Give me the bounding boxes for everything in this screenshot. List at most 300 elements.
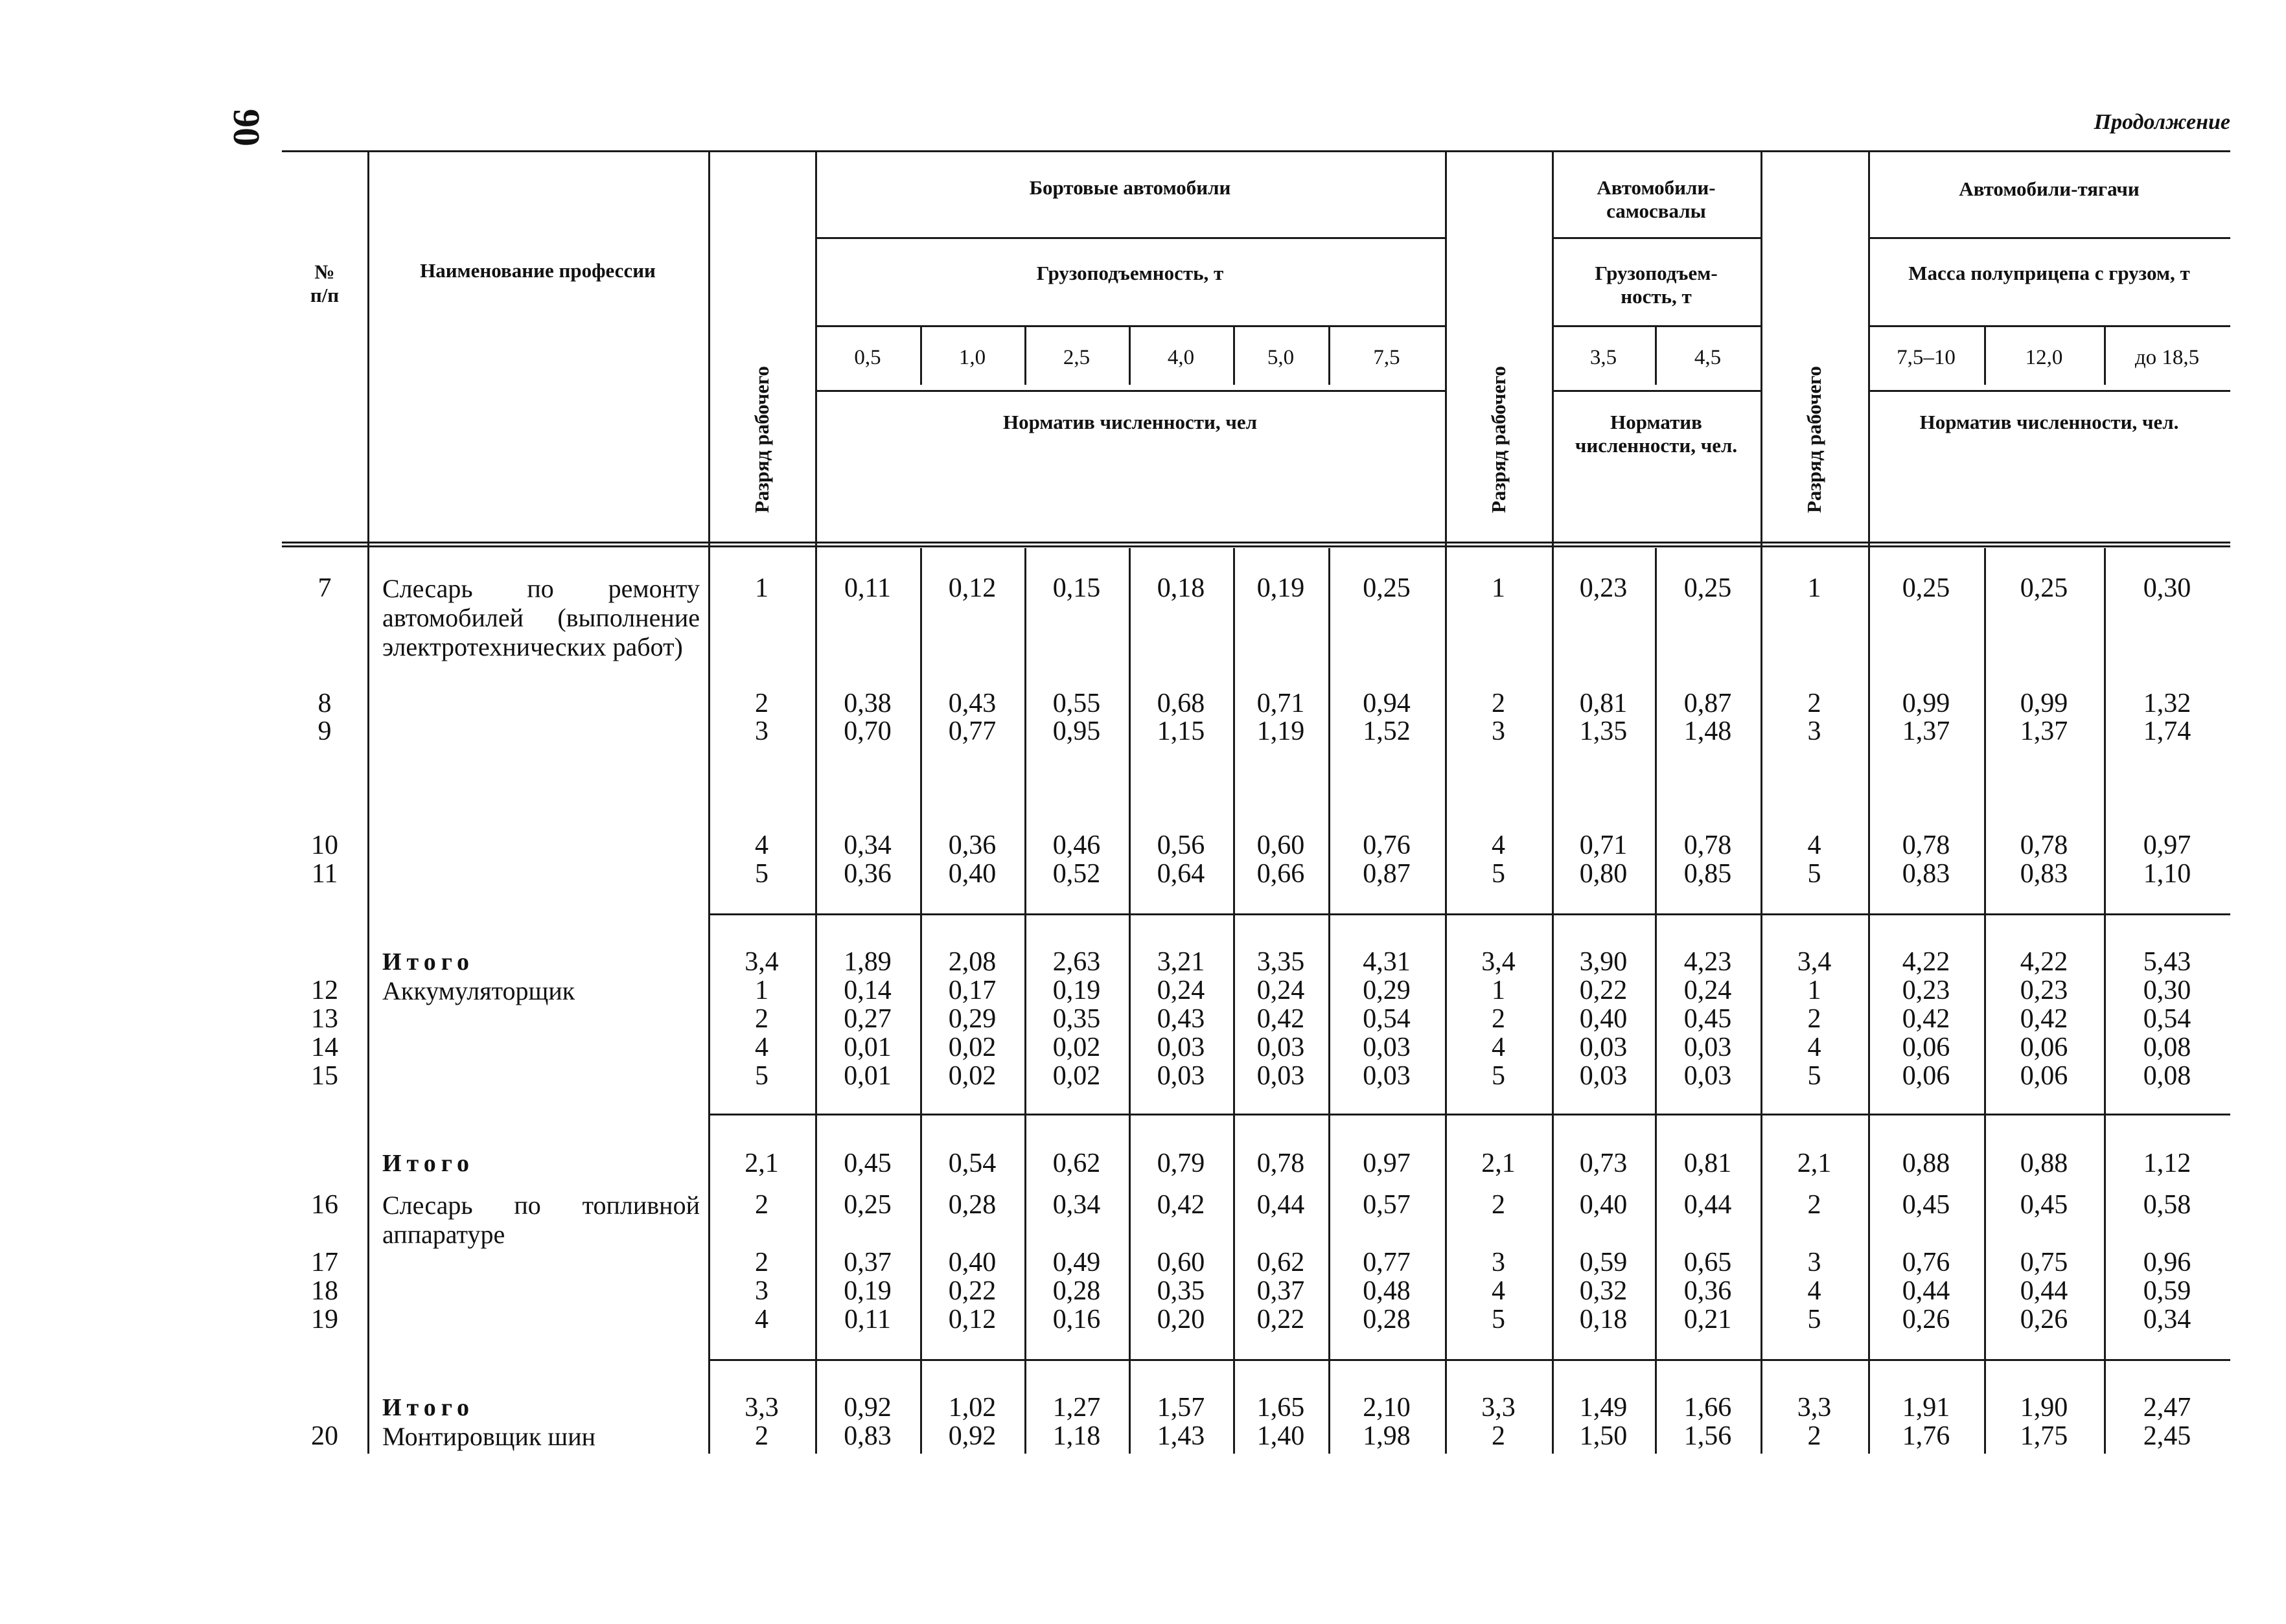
value-cell: 0,25 — [1683, 573, 1732, 603]
value-cell: 1,19 — [1256, 716, 1305, 746]
value-cell: 0,26 — [1902, 1305, 1950, 1334]
value-cell: 0,28 — [948, 1190, 997, 1220]
value-cell: 0,77 — [1363, 1248, 1411, 1277]
value-cell: 0,40 — [948, 1248, 997, 1277]
grade-cell: 2,1 — [745, 1149, 779, 1178]
value-cell: 0,22 — [948, 1276, 997, 1306]
grade-cell: 3 — [1492, 716, 1505, 746]
value-cell: 0,24 — [1683, 976, 1732, 1005]
value-cell: 0,97 — [2143, 830, 2191, 860]
value-cell: 0,64 — [1157, 859, 1205, 889]
grade-cell: 2 — [755, 1004, 768, 1034]
grade-cell: 1 — [1807, 573, 1821, 603]
value-cell: 0,65 — [1683, 1248, 1732, 1277]
value-cell: 0,97 — [1363, 1149, 1411, 1178]
value-cell: 0,22 — [1579, 976, 1628, 1005]
grade-cell: 4 — [755, 1305, 768, 1334]
value-cell: 1,02 — [948, 1393, 997, 1423]
value-cell: 1,65 — [1256, 1393, 1305, 1423]
value-cell: 0,38 — [844, 689, 892, 718]
value-cell: 0,25 — [2020, 573, 2068, 603]
value-cell: 0,99 — [1902, 689, 1950, 718]
value-cell: 1,66 — [1683, 1393, 1732, 1423]
value-cell: 0,56 — [1157, 830, 1205, 860]
value-cell: 0,11 — [844, 1305, 891, 1334]
grade-cell: 3,4 — [1481, 947, 1516, 977]
value-cell: 0,01 — [844, 1061, 892, 1091]
grade-cell: 4 — [755, 830, 768, 860]
value-cell: 0,03 — [1363, 1061, 1411, 1091]
value-cell: 0,73 — [1579, 1149, 1628, 1178]
value-cell: 0,66 — [1256, 859, 1305, 889]
grade-cell: 4 — [1492, 830, 1505, 860]
row-number: 17 — [311, 1248, 338, 1277]
value-cell: 0,70 — [844, 716, 892, 746]
value-cell: 0,36 — [948, 830, 997, 860]
grade-cell: 3 — [1807, 1248, 1821, 1277]
value-cell: 4,31 — [1363, 947, 1411, 977]
value-cell: 0,37 — [844, 1248, 892, 1277]
value-cell: 1,43 — [1157, 1421, 1205, 1451]
value-cell: 0,25 — [844, 1190, 892, 1220]
value-cell: 0,54 — [2143, 1004, 2191, 1034]
grade-cell: 2 — [755, 1421, 768, 1451]
value-cell: 0,27 — [844, 1004, 892, 1034]
capacity-header: 4,0 — [1167, 346, 1195, 369]
grade-cell: 2 — [755, 689, 768, 718]
value-cell: 0,57 — [1363, 1190, 1411, 1220]
value-cell: 0,88 — [1902, 1149, 1950, 1178]
value-cell: 0,29 — [1363, 976, 1411, 1005]
grade-cell: 3 — [1807, 716, 1821, 746]
grade-cell: 4 — [1807, 1276, 1821, 1306]
value-cell: 0,52 — [1052, 859, 1101, 889]
grade-header-3: Разряд рабочего — [1803, 366, 1825, 513]
value-cell: 0,03 — [1579, 1061, 1628, 1091]
value-cell: 1,50 — [1579, 1421, 1628, 1451]
grade-cell: 2 — [1492, 1004, 1505, 1034]
value-cell: 0,54 — [1363, 1004, 1411, 1034]
page-number: 90 — [225, 109, 268, 146]
value-cell: 0,23 — [1902, 976, 1950, 1005]
value-cell: 5,43 — [2143, 947, 2191, 977]
value-cell: 2,10 — [1363, 1393, 1411, 1423]
value-cell: 0,03 — [1683, 1061, 1732, 1091]
table-top-rule — [282, 150, 2230, 152]
value-cell: 0,43 — [1157, 1004, 1205, 1034]
group-rule — [815, 390, 1445, 392]
value-cell: 0,44 — [1683, 1190, 1732, 1220]
value-cell: 0,34 — [1052, 1190, 1101, 1220]
section-rule — [708, 1359, 2230, 1361]
group-title-1: Бортовые автомобили — [1029, 176, 1231, 199]
value-cell: 2,63 — [1052, 947, 1101, 977]
value-cell: 0,55 — [1052, 689, 1101, 718]
value-cell: 1,98 — [1363, 1421, 1411, 1451]
value-cell: 1,74 — [2143, 716, 2191, 746]
profession-name: Слесарь по ремонту автомобилей (выполнение электротехнических работ) — [382, 574, 700, 661]
value-cell: 0,02 — [1052, 1061, 1101, 1091]
value-cell: 0,03 — [1157, 1033, 1205, 1062]
value-cell: 0,22 — [1256, 1305, 1305, 1334]
value-cell: 1,27 — [1052, 1393, 1101, 1423]
value-cell: 0,83 — [1902, 859, 1950, 889]
grade-cell: 2 — [755, 1190, 768, 1220]
value-cell: 0,03 — [1363, 1033, 1411, 1062]
capacity-header: 5,0 — [1267, 346, 1295, 369]
grade-cell: 2 — [1807, 1004, 1821, 1034]
value-cell: 0,35 — [1157, 1276, 1205, 1306]
value-cell: 1,40 — [1256, 1421, 1305, 1451]
row-number: 9 — [318, 716, 332, 746]
grade-cell: 2,1 — [1481, 1149, 1516, 1178]
grade-cell: 1 — [1807, 976, 1821, 1005]
value-cell: 0,81 — [1683, 1149, 1732, 1178]
value-cell: 0,02 — [948, 1033, 997, 1062]
value-cell: 2,08 — [948, 947, 997, 977]
value-cell: 0,92 — [844, 1393, 892, 1423]
value-cell: 0,30 — [2143, 573, 2191, 603]
row-number: 14 — [311, 1033, 338, 1062]
value-cell: 1,37 — [2020, 716, 2068, 746]
value-cell: 1,49 — [1579, 1393, 1628, 1423]
value-cell: 0,96 — [2143, 1248, 2191, 1277]
value-cell: 0,42 — [1157, 1190, 1205, 1220]
profession-name: Монтировщик шин — [382, 1422, 596, 1451]
value-cell: 0,62 — [1256, 1248, 1305, 1277]
capacity-header: 0,5 — [854, 346, 881, 369]
row-number: 12 — [311, 976, 338, 1005]
value-cell: 0,60 — [1157, 1248, 1205, 1277]
grade-cell: 3,4 — [1797, 947, 1832, 977]
value-cell: 0,85 — [1683, 859, 1732, 889]
section-rule — [708, 913, 2230, 915]
value-cell: 0,92 — [948, 1421, 997, 1451]
grade-header-2: Разряд рабочего — [1486, 366, 1510, 513]
value-cell: 1,32 — [2143, 689, 2191, 718]
value-cell: 0,59 — [1579, 1248, 1628, 1277]
num-header: № п/п — [310, 260, 340, 306]
grade-cell: 3,3 — [1797, 1393, 1832, 1423]
value-cell: 0,16 — [1052, 1305, 1101, 1334]
group-rule — [1552, 237, 1761, 239]
capacity-header: 3,5 — [1589, 346, 1617, 369]
value-cell: 0,95 — [1052, 716, 1101, 746]
grade-cell: 4 — [755, 1033, 768, 1062]
value-cell: 0,03 — [1256, 1033, 1305, 1062]
row-number: 7 — [318, 573, 332, 603]
value-cell: 4,22 — [2020, 947, 2068, 977]
value-cell: 0,02 — [948, 1061, 997, 1091]
value-cell: 0,06 — [2020, 1033, 2068, 1062]
header-rule-2 — [282, 545, 2230, 547]
value-cell: 3,35 — [1256, 947, 1305, 977]
value-cell: 0,24 — [1157, 976, 1205, 1005]
group-title-3: Автомобили-тягачи — [1959, 177, 2140, 200]
value-cell: 0,34 — [844, 830, 892, 860]
name-header: Наименование профессии — [420, 259, 656, 282]
value-cell: 0,02 — [1052, 1033, 1101, 1062]
grade-cell: 5 — [1492, 1061, 1505, 1091]
value-cell: 1,37 — [1902, 716, 1950, 746]
grade-cell: 2 — [1492, 689, 1505, 718]
value-cell: 0,32 — [1579, 1276, 1628, 1306]
value-cell: 0,80 — [1579, 859, 1628, 889]
value-cell: 0,30 — [2143, 976, 2191, 1005]
value-cell: 1,89 — [844, 947, 892, 977]
capacity-header: 7,5–10 — [1897, 346, 1956, 369]
value-cell: 0,03 — [1683, 1033, 1732, 1062]
grade-cell: 2 — [1807, 689, 1821, 718]
group-rule — [815, 237, 1445, 239]
value-cell: 0,15 — [1052, 573, 1101, 603]
group-rule — [815, 325, 1445, 327]
grade-cell: 2,1 — [1797, 1149, 1832, 1178]
norms-table — [282, 150, 2230, 1454]
value-cell: 0,71 — [1256, 689, 1305, 718]
grade-cell: 5 — [1807, 1061, 1821, 1091]
value-cell: 0,14 — [844, 976, 892, 1005]
value-cell: 0,83 — [844, 1421, 892, 1451]
value-cell: 0,43 — [948, 689, 997, 718]
group-rule — [1552, 390, 1761, 392]
subtotal-label: Итого — [382, 1394, 475, 1421]
value-cell: 0,19 — [1256, 573, 1305, 603]
capacity-header: 4,5 — [1694, 346, 1722, 369]
value-cell: 0,23 — [2020, 976, 2068, 1005]
row-number: 19 — [311, 1305, 338, 1334]
value-cell: 0,76 — [1363, 830, 1411, 860]
value-cell: 0,29 — [948, 1004, 997, 1034]
value-cell: 0,26 — [2020, 1305, 2068, 1334]
value-cell: 0,45 — [1902, 1190, 1950, 1220]
row-number: 11 — [311, 859, 338, 889]
capacity-header: 7,5 — [1373, 346, 1400, 369]
value-cell: 0,03 — [1157, 1061, 1205, 1091]
grade-cell: 2 — [1492, 1421, 1505, 1451]
value-cell: 0,54 — [948, 1149, 997, 1178]
grade-cell: 2 — [755, 1248, 768, 1277]
value-cell: 0,42 — [2020, 1004, 2068, 1034]
value-cell: 0,48 — [1363, 1276, 1411, 1306]
grade-cell: 3,3 — [1481, 1393, 1516, 1423]
value-cell: 0,24 — [1256, 976, 1305, 1005]
group-rule — [1868, 390, 2230, 392]
group-rule — [1868, 325, 2230, 327]
grade-cell: 4 — [1492, 1033, 1505, 1062]
value-cell: 1,10 — [2143, 859, 2191, 889]
grade-cell: 3,4 — [745, 947, 779, 977]
value-cell: 4,23 — [1683, 947, 1732, 977]
value-cell: 0,36 — [844, 859, 892, 889]
value-cell: 2,45 — [2143, 1421, 2191, 1451]
value-cell: 0,45 — [844, 1149, 892, 1178]
group-title-2: Автомобили-самосвалы — [1597, 176, 1716, 222]
value-cell: 0,03 — [1579, 1033, 1628, 1062]
grade-cell: 5 — [1807, 859, 1821, 889]
value-cell: 1,57 — [1157, 1393, 1205, 1423]
value-cell: 0,12 — [948, 1305, 997, 1334]
grade-cell: 5 — [755, 1061, 768, 1091]
capacity-header: 2,5 — [1063, 346, 1091, 369]
grade-cell: 5 — [1492, 859, 1505, 889]
section-rule — [708, 1114, 2230, 1115]
row-number: 18 — [311, 1276, 338, 1306]
column-rule — [367, 150, 369, 1454]
value-cell: 0,58 — [2143, 1190, 2191, 1220]
capacity-header: 1,0 — [958, 346, 986, 369]
value-cell: 1,52 — [1363, 716, 1411, 746]
value-cell: 1,35 — [1579, 716, 1628, 746]
grade-cell: 4 — [1492, 1276, 1505, 1306]
value-cell: 0,21 — [1683, 1305, 1732, 1334]
value-cell: 0,06 — [1902, 1033, 1950, 1062]
value-cell: 0,12 — [948, 573, 997, 603]
value-cell: 0,01 — [844, 1033, 892, 1062]
grade-cell: 5 — [1492, 1305, 1505, 1334]
value-cell: 1,76 — [1902, 1421, 1950, 1451]
grade-cell: 1 — [1492, 976, 1505, 1005]
grade-cell: 3 — [755, 716, 768, 746]
value-cell: 0,87 — [1363, 859, 1411, 889]
value-cell: 0,59 — [2143, 1276, 2191, 1306]
value-cell: 0,60 — [1256, 830, 1305, 860]
value-cell: 0,78 — [1683, 830, 1732, 860]
row-number: 16 — [311, 1190, 338, 1220]
value-cell: 0,42 — [1902, 1004, 1950, 1034]
value-cell: 0,71 — [1579, 830, 1628, 860]
value-cell: 0,06 — [2020, 1061, 2068, 1091]
grade-cell: 3 — [755, 1276, 768, 1306]
capacity-header: 12,0 — [2025, 346, 2063, 369]
value-cell: 1,48 — [1683, 716, 1732, 746]
value-cell: 0,17 — [948, 976, 997, 1005]
value-cell: 0,88 — [2020, 1149, 2068, 1178]
row-number: 20 — [311, 1421, 338, 1451]
value-cell: 0,40 — [948, 859, 997, 889]
row-number: 13 — [311, 1004, 338, 1034]
group-subtitle-3: Масса полуприцепа с грузом, т — [1908, 262, 2190, 284]
value-cell: 0,18 — [1157, 573, 1205, 603]
norm-header-3: Норматив численности, чел. — [1919, 411, 2179, 433]
value-cell: 0,99 — [2020, 689, 2068, 718]
value-cell: 0,78 — [2020, 830, 2068, 860]
value-cell: 0,78 — [1902, 830, 1950, 860]
value-cell: 0,42 — [1256, 1004, 1305, 1034]
value-cell: 3,90 — [1579, 947, 1628, 977]
value-cell: 1,12 — [2143, 1149, 2191, 1178]
norm-header-2: Норматив численности, чел. — [1575, 411, 1738, 457]
grade-cell: 1 — [1492, 573, 1505, 603]
value-cell: 0,68 — [1157, 689, 1205, 718]
value-cell: 0,81 — [1579, 689, 1628, 718]
group-rule — [1868, 237, 2230, 239]
value-cell: 0,11 — [844, 573, 891, 603]
grade-cell: 2 — [1807, 1421, 1821, 1451]
profession-name: Аккумуляторщик — [382, 976, 575, 1005]
norm-header-1: Норматив численности, чел — [1002, 411, 1258, 433]
value-cell: 0,23 — [1579, 573, 1628, 603]
value-cell: 0,08 — [2143, 1061, 2191, 1091]
grade-cell: 3 — [1492, 1248, 1505, 1277]
value-cell: 0,18 — [1579, 1305, 1628, 1334]
grade-cell: 1 — [755, 976, 768, 1005]
value-cell: 1,75 — [2020, 1421, 2068, 1451]
value-cell: 1,56 — [1683, 1421, 1732, 1451]
value-cell: 1,91 — [1902, 1393, 1950, 1423]
grade-cell: 5 — [1807, 1305, 1821, 1334]
grade-cell: 2 — [1807, 1190, 1821, 1220]
subtotal-label: Итого — [382, 1150, 475, 1177]
grade-cell: 4 — [1807, 1033, 1821, 1062]
row-number: 10 — [311, 830, 338, 860]
profession-name: Слесарь по топливной аппаратуре — [382, 1191, 700, 1249]
grade-cell: 1 — [755, 573, 768, 603]
value-cell: 0,83 — [2020, 859, 2068, 889]
value-cell: 0,35 — [1052, 1004, 1101, 1034]
value-cell: 0,34 — [2143, 1305, 2191, 1334]
value-cell: 2,47 — [2143, 1393, 2191, 1423]
value-cell: 0,76 — [1902, 1248, 1950, 1277]
grade-cell: 4 — [1807, 830, 1821, 860]
value-cell: 0,03 — [1256, 1061, 1305, 1091]
value-cell: 0,25 — [1902, 573, 1950, 603]
row-number: 8 — [318, 689, 332, 718]
value-cell: 0,40 — [1579, 1004, 1628, 1034]
subtotal-label: Итого — [382, 948, 475, 976]
value-cell: 0,06 — [1902, 1061, 1950, 1091]
value-cell: 0,25 — [1363, 573, 1411, 603]
value-cell: 0,37 — [1256, 1276, 1305, 1306]
value-cell: 0,40 — [1579, 1190, 1628, 1220]
value-cell: 0,08 — [2143, 1033, 2191, 1062]
value-cell: 0,45 — [1683, 1004, 1732, 1034]
grade-cell: 3,3 — [745, 1393, 779, 1423]
capacity-header: до 18,5 — [2134, 346, 2200, 369]
value-cell: 0,28 — [1052, 1276, 1101, 1306]
row-number: 15 — [311, 1061, 338, 1091]
value-cell: 3,21 — [1157, 947, 1205, 977]
value-cell: 0,62 — [1052, 1149, 1101, 1178]
value-cell: 0,36 — [1683, 1276, 1732, 1306]
header-rule-1 — [282, 542, 2230, 543]
value-cell: 1,90 — [2020, 1393, 2068, 1423]
value-cell: 0,20 — [1157, 1305, 1205, 1334]
grade-header-1: Разряд рабочего — [750, 366, 773, 513]
value-cell: 0,75 — [2020, 1248, 2068, 1277]
grade-cell: 5 — [755, 859, 768, 889]
value-cell: 0,94 — [1363, 689, 1411, 718]
value-cell: 0,44 — [1902, 1276, 1950, 1306]
value-cell: 0,87 — [1683, 689, 1732, 718]
group-subtitle-2: Грузоподъем-ность, т — [1595, 262, 1718, 308]
value-cell: 0,45 — [2020, 1190, 2068, 1220]
value-cell: 0,44 — [1256, 1190, 1305, 1220]
grade-cell: 2 — [1492, 1190, 1505, 1220]
value-cell: 0,44 — [2020, 1276, 2068, 1306]
value-cell: 0,19 — [1052, 976, 1101, 1005]
group-rule — [1552, 325, 1761, 327]
value-cell: 0,46 — [1052, 830, 1101, 860]
value-cell: 0,19 — [844, 1276, 892, 1306]
value-cell: 0,79 — [1157, 1149, 1205, 1178]
group-subtitle-1: Грузоподъемность, т — [1036, 262, 1224, 284]
value-cell: 1,15 — [1157, 716, 1205, 746]
value-cell: 0,77 — [948, 716, 997, 746]
value-cell: 0,28 — [1363, 1305, 1411, 1334]
value-cell: 0,49 — [1052, 1248, 1101, 1277]
value-cell: 4,22 — [1902, 947, 1950, 977]
